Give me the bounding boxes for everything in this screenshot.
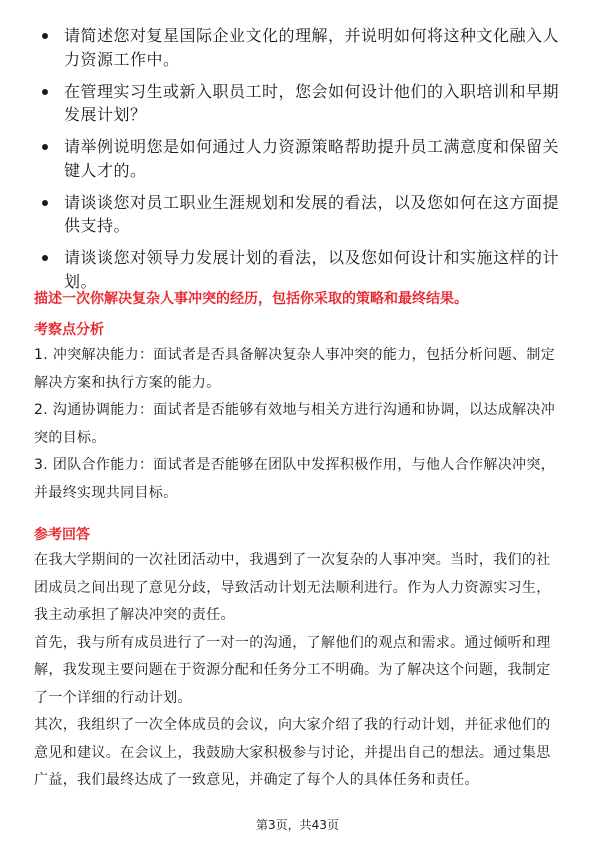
question-list <box>40 24 560 302</box>
analysis-point: 1. 冲突解决能力：面试者是否具备解决复杂人事冲突的能力，包括分析问题、制定解决方案和执行方案的能力。 <box>34 347 556 391</box>
answer-heading: 参考回答 <box>34 527 90 543</box>
bullet-dot-icon <box>42 33 48 39</box>
analysis-point: 3. 团队合作能力：面试者是否能够在团队中发挥积极作用，与他人合作解决冲突，并最终实现共同目标。 <box>34 457 556 501</box>
answer-paragraph: 首先，我与所有成员进行了一对一的沟通，了解他们的观点和需求。通过倾听和理解，我发现主要问题在于资源分配和任务分工不明确。为了解决这个问题，我制定了一个详细的行动计划。 <box>34 634 551 706</box>
bullet-dot-icon <box>42 144 48 150</box>
list-item <box>40 24 560 71</box>
bullet-dot-icon <box>42 200 48 206</box>
list-item <box>40 246 560 293</box>
list-item-text: 请简述您对复星国际企业文化的理解，并说明如何将这种文化融入人力资源工作中。 <box>64 26 560 69</box>
list-item <box>40 191 560 238</box>
list-item <box>40 135 560 182</box>
list-item-text: 在管理实习生或新入职员工时，您会如何设计他们的入职培训和早期发展计划？ <box>64 81 560 124</box>
bullet-dot-icon <box>42 255 48 261</box>
page-number: 第3页，共43页 <box>256 818 339 832</box>
list-item-text: 请谈谈您对领导力发展计划的看法，以及您如何设计和实施这样的计划。 <box>64 248 560 291</box>
analysis-section <box>34 342 562 507</box>
list-item-text: 请谈谈您对员工职业生涯规划和发展的看法，以及您如何在这方面提供支持。 <box>64 192 560 235</box>
bullet-dot-icon <box>42 89 48 95</box>
interview-question: 描述一次你解决复杂人事冲突的经历，包括你采取的策略和最终结果。 <box>34 291 468 307</box>
answer-section <box>34 547 562 795</box>
analysis-point: 2. 沟通协调能力：面试者是否能够有效地与相关方进行沟通和协调，以达成解决冲突的目标。 <box>34 402 556 446</box>
analysis-heading: 考察点分析 <box>34 322 104 338</box>
answer-paragraph: 其次，我组织了一次全体成员的会议，向大家介绍了我的行动计划，并征求他们的意见和建议。在会议上，我鼓励大家积极参与讨论，并提出自己的想法。通过集思广益，我们最终达成了一致意见，并确定了每个人的具体任务和责任。 <box>34 717 551 788</box>
list-item-text: 请举例说明您是如何通过人力资源策略帮助提升员工满意度和保留关键人才的。 <box>64 137 560 180</box>
answer-paragraph: 在我大学期间的一次社团活动中，我遇到了一次复杂的人事冲突。当时，我们的社团成员之间出现了意见分歧，导致活动计划无法顺利进行。作为人力资源实习生，我主动承担了解决冲突的责任。 <box>34 552 551 623</box>
list-item <box>40 80 560 127</box>
